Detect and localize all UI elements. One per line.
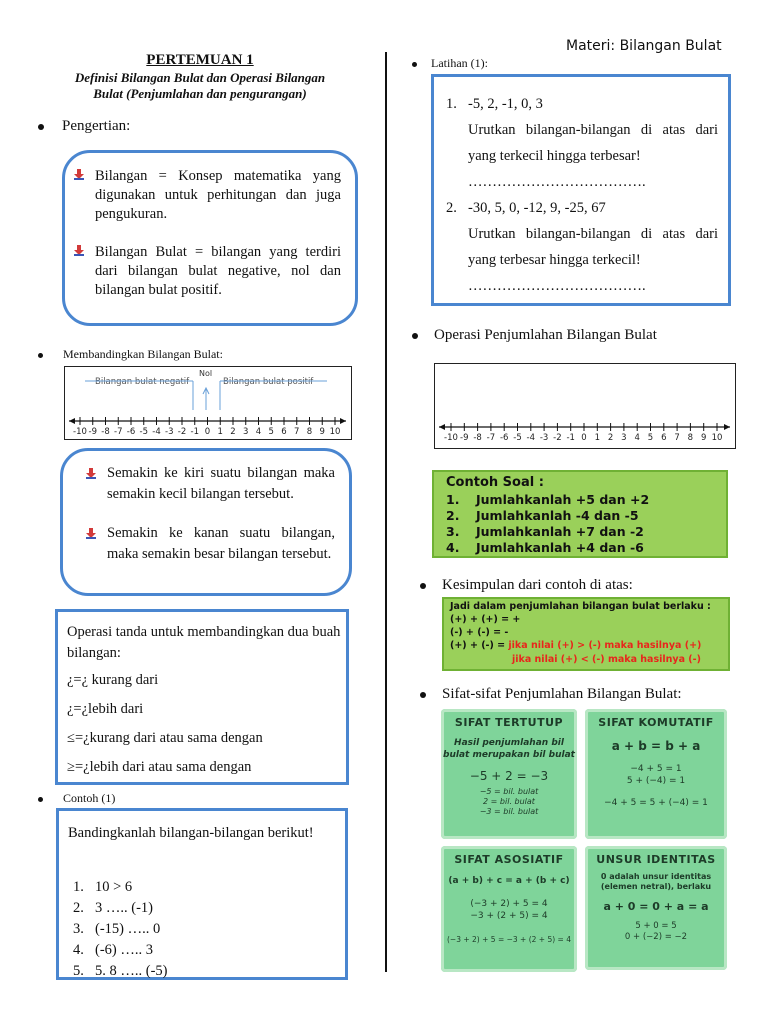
contoh-soal-item: 1. Jumlahkanlah +5 dan +2 — [446, 492, 650, 507]
operator-item: ¿=¿ kurang dari — [67, 672, 159, 688]
arrow-bullet-icon — [85, 525, 97, 546]
number-line-tick-label: 7 — [294, 427, 300, 437]
number-line-tick-label: 7 — [674, 433, 680, 443]
arrow-bullet-icon — [85, 465, 97, 486]
number-line-tick-label: 6 — [281, 427, 287, 437]
number-line-tick-label: 0 — [581, 433, 587, 443]
operasi-label: Operasi Penjumlahan Bilangan Bulat — [434, 327, 657, 343]
kesimpulan-rule: (+) + (+) = + — [450, 614, 521, 625]
contoh-heading — [38, 791, 115, 806]
contoh-soal-item: 2. Jumlahkanlah -4 dan -5 — [446, 508, 639, 523]
contoh-soal-item: 3. Jumlahkanlah +7 dan -2 — [446, 524, 644, 539]
sifat-heading — [420, 686, 682, 703]
card-sifat-asosiatif — [441, 846, 577, 972]
number-line-tick-label: -5 — [139, 427, 148, 437]
compare-rules-box — [60, 448, 352, 596]
pengertian-label: Pengertian: — [62, 118, 131, 134]
sifat-label: Sifat-sifat Penjumlahan Bilangan Bulat: — [442, 686, 682, 702]
compare-rule-item: Semakin ke kanan suatu bilangan, maka semakin besar bilangan tersebut. — [107, 523, 335, 565]
card-title: SIFAT ASOSIATIF — [454, 853, 564, 866]
contoh-soal-list — [446, 492, 649, 556]
number-line-tick-label: -9 — [88, 427, 97, 437]
latihan-answer-dots: ………………………………. — [468, 174, 646, 190]
card-rule: a + 0 = 0 + a = a — [603, 900, 709, 913]
number-line-tick-label: -1 — [190, 427, 199, 437]
card-example: 0 + (−2) = −2 — [624, 932, 688, 942]
number-line-positive-label: Bilangan bulat positif — [223, 377, 314, 387]
card-title: SIFAT KOMUTATIF — [598, 716, 714, 729]
number-line-tick-label: 8 — [687, 433, 694, 443]
contoh-soal-item: 4. Jumlahkanlah +4 dan -6 — [446, 540, 644, 555]
bullet-icon — [38, 124, 44, 130]
kesimpulan-label: Kesimpulan dari contoh di atas: — [442, 577, 633, 593]
operator-item: ¿=¿lebih dari — [67, 701, 144, 717]
card-example: (−3 + 2) + 5 = 4 — [470, 899, 548, 909]
bullet-icon — [420, 583, 426, 589]
number-line-tick-label: 5 — [268, 427, 274, 437]
definition-item: Bilangan = Konsep matematika yang digunakan untuk perhitungan dan juga pengukuran. — [95, 167, 341, 224]
arrow-bullet-icon — [73, 167, 85, 186]
contoh-intro: Bandingkanlah bilangan-bilangan berikut! — [68, 825, 314, 841]
operator-item: ≥=¿lebih dari atau sama dengan — [67, 759, 252, 775]
pengertian-heading — [38, 118, 130, 135]
contoh-soal-box — [432, 470, 728, 558]
contoh-item: 1. 10 > 6 — [73, 879, 133, 895]
compare-heading — [38, 347, 223, 362]
page-subtitle-line1: Definisi Bilangan Bulat dan Operasi Bilangan — [74, 70, 326, 85]
operator-item: ≤=¿kurang dari atau sama dengan — [67, 730, 263, 746]
number-line-tick-label: 9 — [319, 427, 325, 437]
number-line-tick-label: 6 — [661, 433, 667, 443]
latihan-numbers: -5, 2, -1, 0, 3 — [468, 96, 543, 112]
number-line-tick-label: 1 — [217, 427, 223, 437]
card-desc: bulat merupakan bil bulat — [443, 750, 575, 760]
number-line-tick-label: -5 — [513, 433, 522, 443]
latihan-instruction: Urutkan bilangan-bilangan di atas dari yang terkecil hingga terbesar! — [468, 122, 718, 164]
number-line-tick-label: -7 — [114, 427, 123, 437]
card-title: UNSUR IDENTITAS — [596, 853, 716, 866]
card-sifat-komutatif — [585, 709, 727, 839]
number-line-tick-label: -9 — [460, 433, 469, 443]
operasi-heading — [412, 327, 657, 344]
contoh-list — [73, 877, 168, 982]
compare-label: Membandingkan Bilangan Bulat: — [63, 347, 223, 361]
card-example: (−3 + 2) + 5 = −3 + (2 + 5) = 4 — [447, 935, 571, 944]
bullet-icon — [412, 62, 417, 67]
arrow-bullet-icon — [73, 243, 85, 262]
contoh-soal-title: Contoh Soal : — [446, 475, 544, 490]
number-line-tick-label: 3 — [243, 427, 249, 437]
number-line-tick-label: 5 — [647, 433, 654, 443]
contoh-label: Contoh (1) — [63, 791, 116, 805]
number-line-figure-left — [64, 366, 352, 440]
definition-item: Bilangan Bulat = bilangan yang terdiri dari bilangan bulat negative, nol dan bilangan bulat positif. — [95, 243, 341, 300]
number-line-tick-label: -3 — [165, 427, 174, 437]
bullet-icon — [38, 353, 43, 358]
card-note: −3 = bil. bulat — [479, 807, 539, 816]
contoh-item: 2. 3 ….. (-1) — [73, 900, 153, 916]
kesimpulan-box — [442, 597, 730, 671]
number-line-tick-label: -1 — [566, 433, 575, 443]
kesimpulan-heading-text: Jadi dalam penjumlahan bilangan bulat berlaku : — [450, 601, 711, 612]
card-note: −5 = bil. bulat — [479, 787, 539, 796]
bullet-icon — [420, 692, 426, 698]
card-desc: Hasil penjumlahan bil — [454, 738, 564, 748]
card-example: −4 + 5 = 1 — [630, 764, 682, 774]
definition-box — [62, 150, 358, 326]
card-rule: a + b = b + a — [611, 739, 701, 753]
number-line-tick-label: -10 — [444, 433, 458, 443]
number-line-tick-label: 9 — [700, 433, 707, 443]
card-sifat-tertutup — [441, 709, 577, 839]
number-line-tick-label: 2 — [230, 427, 236, 437]
number-line-tick-label: -6 — [126, 427, 136, 437]
kesimpulan-heading — [420, 577, 633, 594]
latihan-numbers: -30, 5, 0, -12, 9, -25, 67 — [468, 200, 606, 216]
number-line-negative-label: Bilangan bulat negatif — [95, 377, 190, 387]
card-title: SIFAT TERTUTUP — [454, 716, 564, 729]
latihan-item: 1. -5, 2, -1, 0, 3 Urutkan bilangan-bilangan di atas dari yang terkecil hingga terbesar! ………………………………. — [446, 91, 718, 195]
number-line-zero-label: Nol — [199, 369, 213, 378]
number-line-tick-label: 10 — [711, 433, 723, 443]
page-title: PERTEMUAN 1 — [146, 52, 254, 68]
number-line-tick-label: 8 — [306, 427, 313, 437]
number-line-tick-label: -3 — [539, 433, 549, 443]
number-line-tick-label: -4 — [152, 427, 161, 437]
kesimpulan-rule: jika nilai (+) < (-) maka hasilnya (-) — [512, 654, 701, 665]
card-example: 5 + (−4) = 1 — [626, 776, 686, 786]
latihan-item: 2. -30, 5, 0, -12, 9, -25, 67 Urutkan bilangan-bilangan di atas dari yang terbesar hingga terkecil! ………………………………. — [446, 195, 718, 299]
latihan-label: Latihan (1): — [431, 56, 488, 70]
number-line-figure-right — [434, 363, 736, 449]
card-rule: (a + b) + c = a + (b + c) — [448, 876, 570, 886]
number-line-tick-label: 10 — [329, 427, 341, 437]
number-line-tick-label: -2 — [177, 427, 187, 437]
compare-rule-item: Semakin ke kiri suatu bilangan maka semakin kecil bilangan tersebut. — [107, 463, 335, 505]
number-line-tick-label: -2 — [553, 433, 562, 443]
number-line-tick-label: -4 — [526, 433, 536, 443]
latihan-heading — [412, 56, 488, 71]
number-line-tick-label: 3 — [621, 433, 627, 443]
bullet-icon — [38, 797, 43, 802]
card-example: −4 + 5 = 5 + (−4) = 1 — [604, 798, 708, 808]
card-example: 5 + 0 = 5 — [635, 921, 677, 931]
card-note: 2 = bil. bulat — [483, 797, 535, 806]
latihan-instruction: Urutkan bilangan-bilangan di atas dari yang terbesar hingga terkecil! — [468, 226, 718, 268]
latihan-answer-dots: ………………………………. — [468, 278, 646, 294]
bullet-icon — [412, 333, 418, 339]
contoh-item: 3. (-15) ….. 0 — [73, 921, 161, 937]
card-unsur-identitas — [585, 846, 727, 970]
number-line-tick-label: 4 — [634, 433, 640, 443]
contoh-item: 4. (-6) ….. 3 — [73, 942, 153, 958]
operator-box — [55, 609, 349, 785]
contoh-box — [56, 808, 348, 980]
card-desc: (elemen netral), berlaku — [600, 882, 712, 891]
number-line-tick-label: -6 — [499, 433, 509, 443]
number-line-tick-label: 1 — [594, 433, 600, 443]
number-line-tick-label: -8 — [473, 433, 482, 443]
number-line-tick-label: 4 — [255, 427, 262, 437]
number-line-tick-label: -7 — [486, 433, 496, 443]
number-line-tick-label: -10 — [73, 427, 87, 437]
number-line-tick-label: 2 — [607, 433, 614, 443]
kesimpulan-rule: (-) + (-) = - — [450, 627, 509, 638]
contoh-item: 5. 5. 8 ….. (-5) — [73, 963, 168, 979]
number-line-tick-label: -8 — [101, 427, 110, 437]
page-subtitle-line2: Bulat (Penjumlahan dan pengurangan) — [93, 86, 307, 101]
kesimpulan-rule: (+) + (-) = jika nilai (+) > (-) maka hasilnya (+) — [450, 640, 702, 651]
card-desc: 0 adalah unsur identitas — [600, 872, 712, 881]
column-divider — [385, 52, 387, 972]
subject-label: Materi: Bilangan Bulat — [566, 38, 722, 54]
card-example: −3 + (2 + 5) = 4 — [470, 911, 548, 921]
latihan-box — [431, 74, 731, 306]
number-line-tick-label: 0 — [204, 427, 211, 437]
card-equation: −5 + 2 = −3 — [469, 769, 549, 783]
operator-intro: Operasi tanda untuk membandingkan dua buah bilangan: — [67, 624, 341, 661]
